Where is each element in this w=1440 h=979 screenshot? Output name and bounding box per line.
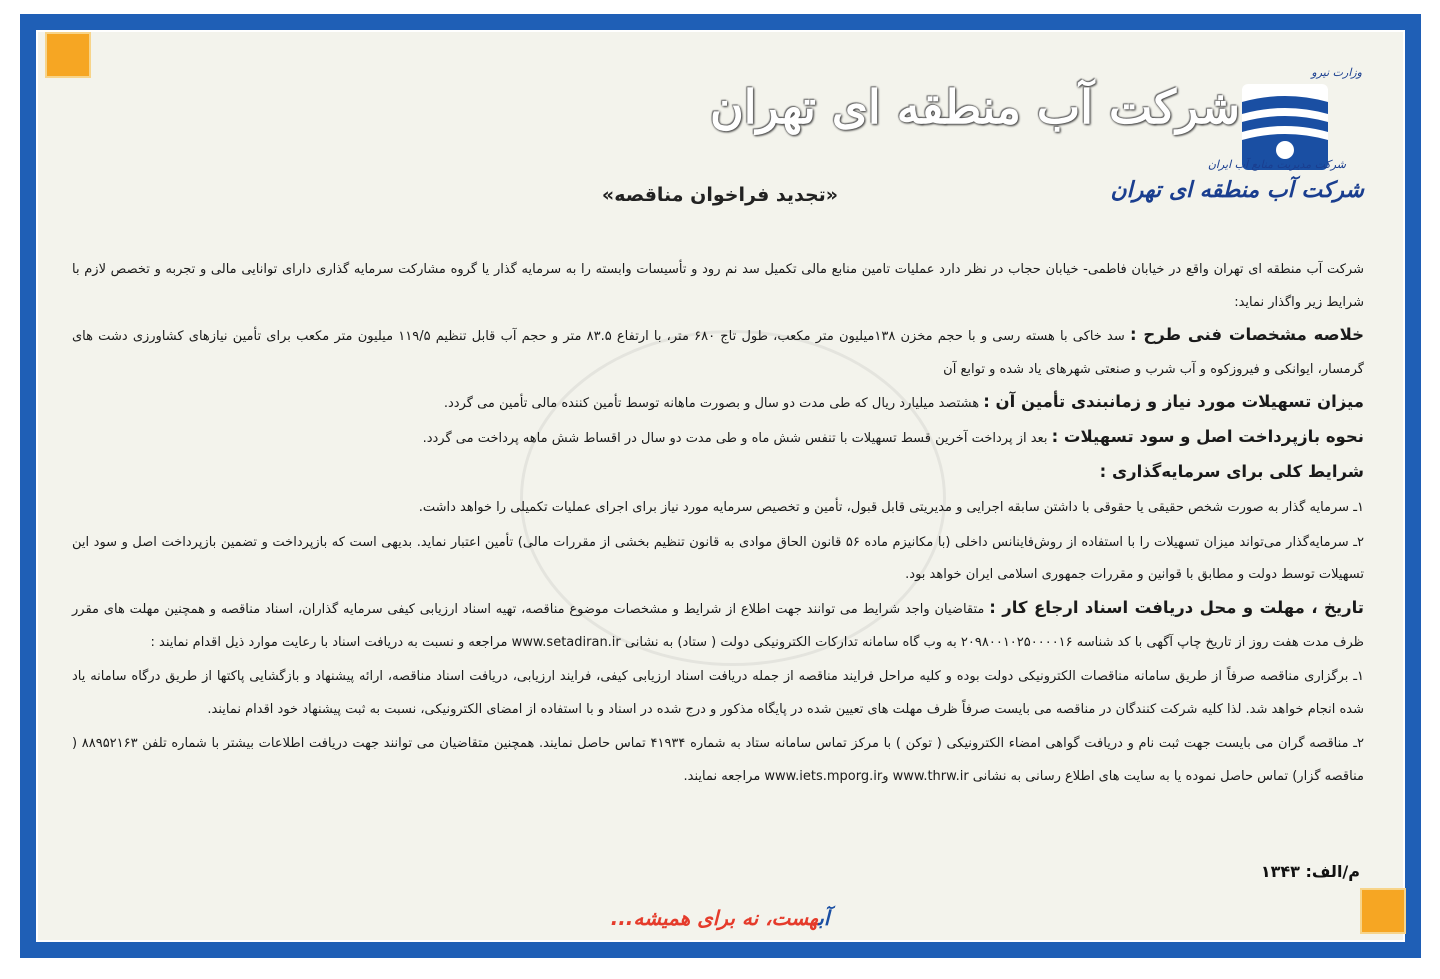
condition-item-1: ۱ـ سرمایه گذار به صورت شخص حقیقی یا حقوقی با داشتن سابقه اجرایی و مدیریتی قابل قبول، تأمین و تخصیص سرمایه مورد نیاز برای اجرای عملیات تکمیلی را خواهد داشت.	[418, 500, 1364, 516]
condition-item-2: ۲ـ سرمایه‌گذار می‌تواند میزان تسهیلات را با استفاده از روش‌فاینانس داخلی (با مکانیزم ماده ۵۶ قانون الحاق موادی به قانون تنظیم بخشی از مقررات مالی) تأمین اعتبار نماید. بدیهی است که بازپرداخت و تضمین بازپرداخت اصل و سود این تسهیلات توسط دولت و مطابق با قوانین و مقررات جمهوری اسلامی ایران خواهد بود.	[72, 534, 1364, 583]
procedure-item-1: ۱ـ برگزاری مناقصه صرفاً از طریق سامانه مناقصات الکترونیکی دولت بوده و کلیه مراحل فرایند مناقصه از جمله دریافت اسناد ارزیابی کیفی، فرایند ارزیابی، دریافت اسناد مناقصه، ارائه پیشنهاد و بازگشایی پاکتها از طریق درگاه سامانه یاد شده انجام خواهد شد. لذا کلیه شرکت کنندگان در مناقصه می بایست صرفاً ظرف مهلت های تعیین شده در پایگاه مذکور و درج شده در اسناد و با استفاده از امضای الکترونیکی، نسبت به ثبت پیشنهاد خود اقدام نمایند.	[72, 669, 1364, 717]
logo-subtitle: شرکت مدیریت منابع آب ایران	[1207, 158, 1346, 171]
company-title: شرکت آب منطقه ای تهران	[709, 80, 1240, 134]
paragraph-documents-deadline: تاریخ ، مهلت و محل دریافت اسناد ارجاع کار : متقاضیان واجد شرایط می توانند جهت اطلاع از شرایط و مشخصات موضوع مناقصه، تهیه اسناد ارزیابی کیفی سرمایه گذاران، اسناد مناقصه و همچنین مهلت های مقرر ظرف مدت هفت روز از تاریخ چاپ آگهی با کد شناسه ۲۰۹۸۰۰۱۰۲۵۰۰۰۰۱۶ به وب گاه سامانه تدارکات الکترونیکی دولت ( ستاد) به نشانی www.setadiran.ir مراجعه و نسبت به دریافت اسناد با رعایت موارد ذیل اقدام نمایند :	[72, 597, 1364, 650]
paragraph-repayment: نحوه بازپرداخت اصل و سود تسهیلات : بعد از پرداخت آخرین قسط تسهیلات با تنفس شش ماه و طی مدت دو سال در اقساط شش ماهه پرداخت می گردد.	[422, 426, 1364, 446]
paragraph-technical-specs: خلاصه مشخصات فنی طرح : سد خاکی با هسته رسی و با حجم مخزن ۱۳۸میلیون متر مکعب، طول تاج ۶۸۰ متر، با ارتفاع ۸۳.۵ متر و حجم آب قابل تنظیم ۱۱۹/۵ میلیون متر مکعب برای تأمین نیازهای کشاورزی دشت های گرمسار، ایوانکی و فیروزکوه و آب شرب و صنعتی شهرهای یاد شده و توابع آن	[72, 325, 1364, 377]
reference-number: م/الف: ۱۳۴۳	[1260, 862, 1360, 881]
notice-title: «تجدید فراخوان مناقصه»	[601, 184, 839, 206]
ministry-label: وزارت نیرو	[1311, 66, 1362, 79]
logo-company-name: شرکت آب منطقه ای تهران	[1110, 178, 1364, 203]
slogan	[560, 906, 880, 930]
slogan-part-2: هست، نه برای همیشه...	[610, 906, 819, 930]
procedure-item-2: ۲ـ مناقصه گران می بایست جهت ثبت نام و دریافت گواهی امضاء الکترونیکی ( توکن ) با مرکز تماس سامانه ستاد به شماره ۴۱۹۳۴ تماس حاصل نمایند. همچنین متقاضیان می توانند جهت دریافت اطلاعات بیشتر با شماره تلفن ۸۸۹۵۲۱۶۳ ( مناقصه گزار) تماس حاصل نموده یا به سایت های اطلاع رسانی به نشانی www.thrw.ir وwww.iets.mporg.ir مراجعه نمایند.	[72, 736, 1364, 784]
notice-body	[72, 252, 1364, 794]
slogan-part-1: آب	[818, 906, 830, 930]
corner-ornament-bottom-right	[1360, 888, 1406, 934]
corner-ornament-top-left	[45, 32, 91, 78]
paragraph-general-conditions: شرایط کلی برای سرمایه‌گذاری :	[1099, 461, 1364, 481]
paragraph-financing-amount: میزان تسهیلات مورد نیاز و زمانبندی تأمین آن : هشتصد میلیارد ریال که طی مدت دو سال و بصورت ماهانه توسط تأمین کننده مالی تأمین می گردد.	[443, 392, 1364, 412]
paragraph-intro: شرکت آب منطقه ای تهران واقع در خیابان فاطمی- خیابان حجاب در نظر دارد عملیات تامین منابع مالی تکمیل سد نم رود و تأسیسات وابسته را به سرمایه گذار یا گروه مشارکت سرمایه گذاری دارای توانایی مالی و تجربه و تخصص لازم با شرایط زیر واگذار نماید:	[72, 262, 1364, 310]
